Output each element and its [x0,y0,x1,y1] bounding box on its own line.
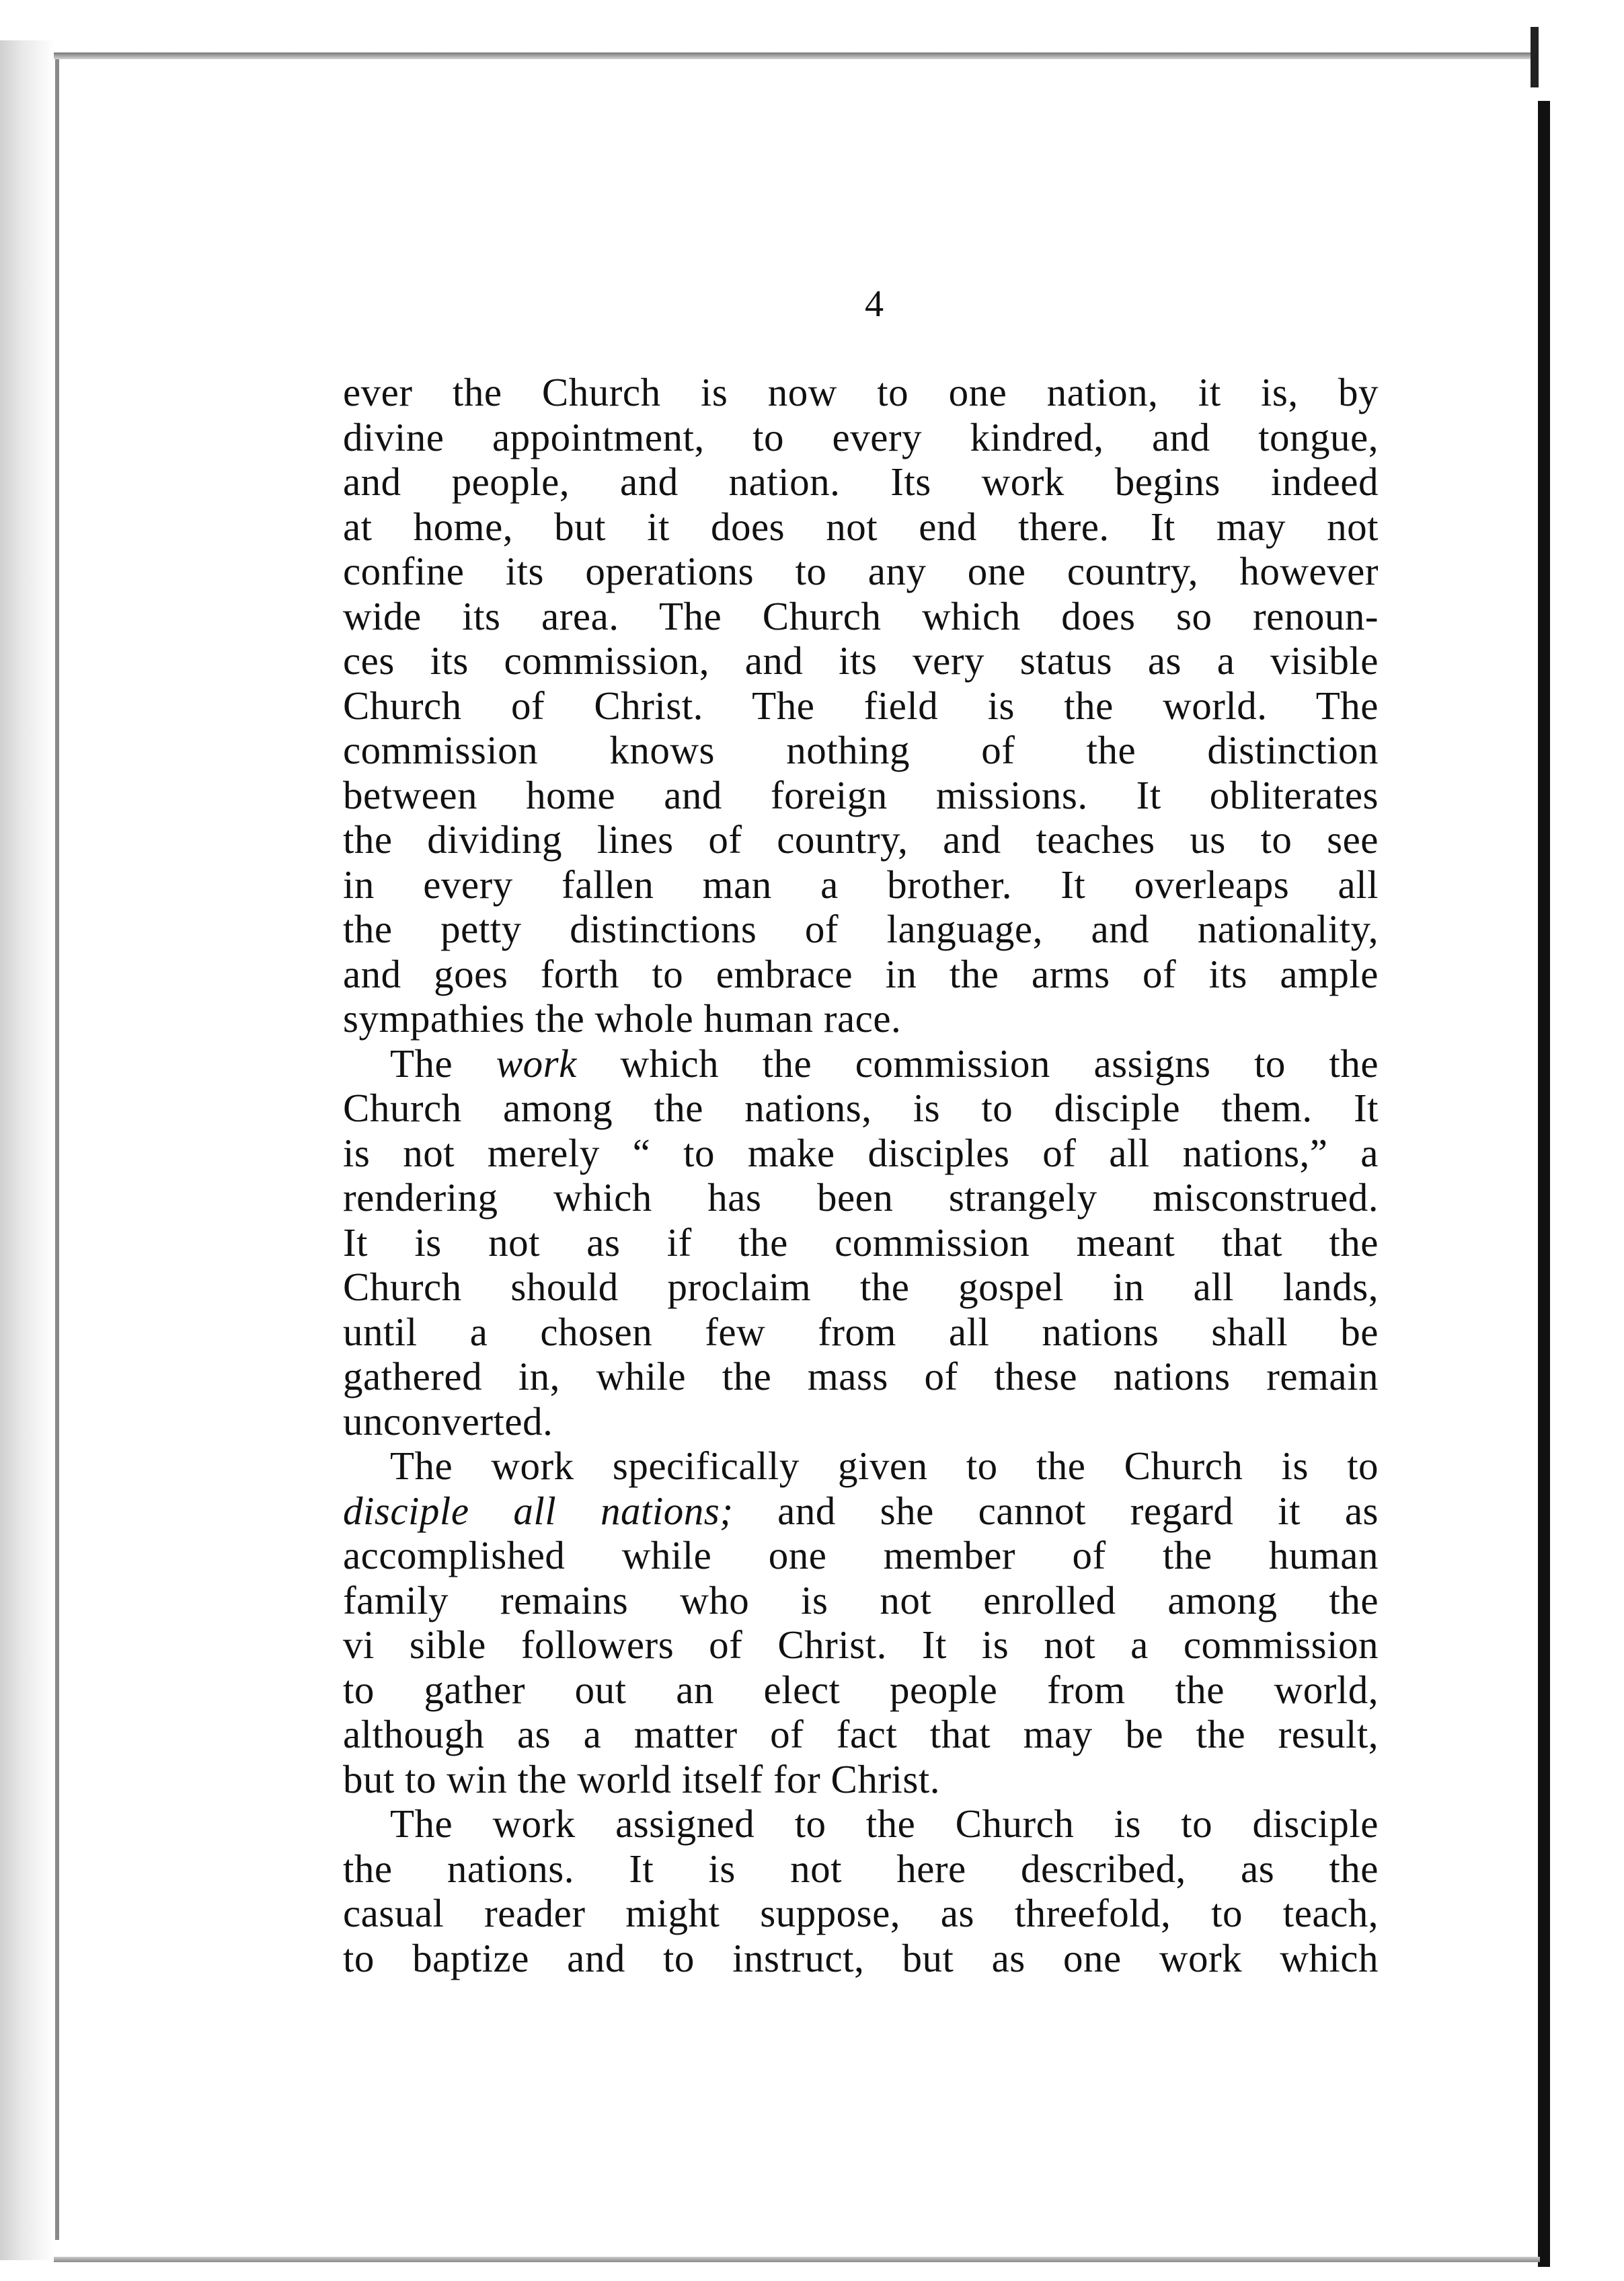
text-line: The work which the commission assigns to the [390,1041,1379,1086]
text-line: between home and foreign missions. It obliterates [343,772,1379,817]
page-left-shadow [0,40,54,2260]
text-line: confine its operations to any one country, however [343,549,1379,593]
text-line: and people, and nation. Its work begins indeed [343,459,1379,504]
italic-word: work [496,1041,577,1086]
text-run: which the commission assigns to the [576,1041,1379,1086]
text-line: It is not as if the commission meant that the [343,1220,1379,1265]
text-line: until a chosen few from all nations shall be [343,1309,1379,1354]
text-run: and she cannot regard it as [733,1488,1379,1533]
body-text [343,370,1379,1980]
text-line: wide its area. The Church which does so renoun- [343,593,1379,638]
text-line: and goes forth to embrace in the arms of its ample [343,951,1379,996]
text-line: to gather out an elect people from the world, [343,1667,1379,1712]
text-line: but to win the world itself for Christ. [343,1756,941,1801]
text-line: ces its commission, and its very status as a visible [343,638,1379,683]
text-line: although as a matter of fact that may be the result, [343,1712,1379,1756]
paragraph-1 [343,370,1379,1041]
page-right-border [1538,101,1550,2267]
text-line: commission knows nothing of the distinction [343,728,1379,772]
text-line: ever the Church is now to one nation, it is, by [343,370,1379,414]
text-line: rendering which has been strangely misconstrued. [343,1175,1379,1220]
text-line: to baptize and to instruct, but as one work which [343,1935,1379,1980]
italic-phrase: disciple all nations; [343,1488,734,1533]
page-top-border [54,52,1533,59]
paragraph-3 [343,1444,1379,1801]
text-line: Church of Christ. The field is the world. The [343,683,1379,728]
text-line: is not merely “ to make disciples of all nations,” a [343,1130,1379,1175]
page-number: 4 [865,283,884,325]
text-line: accomplished while one member of the human [343,1533,1379,1577]
text-line: gathered in, while the mass of these nations remain [343,1354,1379,1398]
paragraph-4 [343,1801,1379,1980]
page-right-tab [1531,27,1539,87]
text-line: The work assigned to the Church is to disciple [390,1801,1379,1846]
text-line: the petty distinctions of language, and nationality, [343,907,1379,951]
text-line [343,1489,1379,1534]
text-line: the nations. It is not here described, as the [343,1846,1379,1891]
text-line: Church should proclaim the gospel in all lands, [343,1265,1379,1309]
paragraph-2 [343,1041,1379,1444]
text-line: family remains who is not enrolled among the [343,1577,1379,1622]
text-line: the dividing lines of country, and teaches us to see [343,817,1379,862]
text-line: vi sible followers of Christ. It is not a commission [343,1622,1379,1667]
page-left-border [55,54,59,2240]
text-line: sympathies the whole human race. [343,996,902,1041]
text-line: casual reader might suppose, as threefold, to teach, [343,1891,1379,1935]
text-line: in every fallen man a brother. It overleaps all [343,862,1379,907]
text-line: The work specifically given to the Church is to [390,1444,1379,1488]
page-bottom-border [54,2257,1540,2262]
text-line: divine appointment, to every kindred, and tongue, [343,414,1379,459]
text-line: Church among the nations, is to disciple them. It [343,1086,1379,1130]
text-line: at home, but it does not end there. It may not [343,504,1379,549]
text-line: unconverted. [343,1398,553,1444]
